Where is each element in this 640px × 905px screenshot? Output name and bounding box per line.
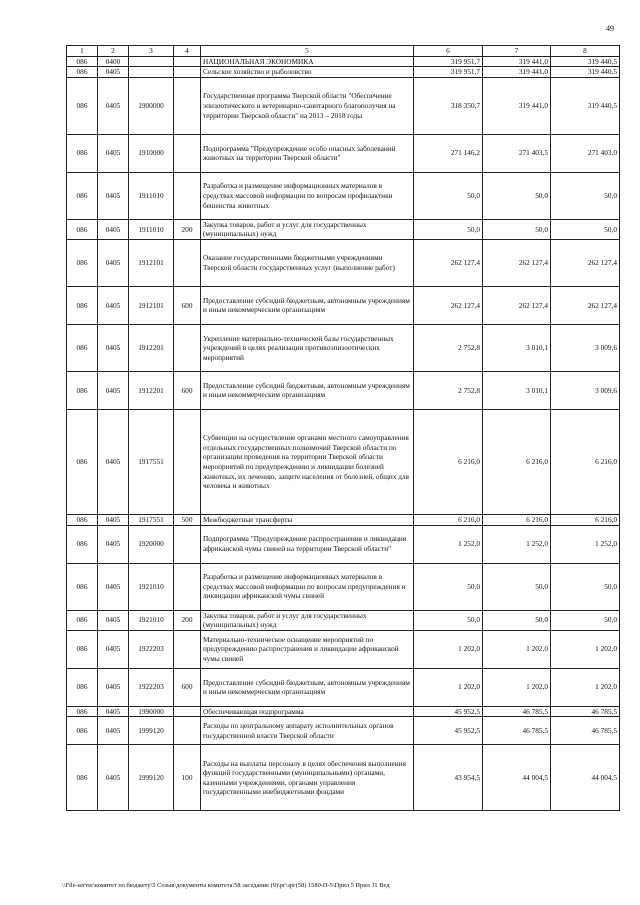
table-row (67, 371, 620, 409)
cell-amount-col7: 50,0 (483, 563, 551, 610)
cell-amount-col7: 262 127,4 (483, 239, 551, 286)
cell-amount-col6: 271 146,2 (414, 134, 483, 172)
cell-amount-col7: 44 004,5 (483, 745, 551, 811)
cell-target-item: 1922203 (129, 630, 174, 668)
cell-amount-col6: 262 127,4 (414, 286, 483, 324)
cell-amount-col8: 319 440,5 (551, 56, 620, 67)
cell-amount-col6: 50,0 (414, 219, 483, 239)
cell-description: Закупка товаров, работ и услуг для государственных (муниципальных) нужд (201, 610, 414, 630)
cell-section: 0405 (98, 219, 129, 239)
cell-section: 0405 (98, 668, 129, 706)
cell-chapter: 086 (67, 563, 98, 610)
budget-table (66, 45, 620, 811)
cell-amount-col6: 50,0 (414, 172, 483, 219)
cell-amount-col8: 50,0 (551, 610, 620, 630)
cell-target-item: 1912201 (129, 371, 174, 409)
cell-chapter: 086 (67, 706, 98, 717)
cell-chapter: 086 (67, 324, 98, 371)
cell-amount-col7: 6 216,0 (483, 514, 551, 525)
cell-expense-type (174, 324, 201, 371)
cell-section: 0405 (98, 239, 129, 286)
cell-target-item: 1917551 (129, 409, 174, 514)
cell-description: Закупка товаров, работ и услуг для государственных (муниципальных) нужд (201, 219, 414, 239)
cell-amount-col7: 319 441,0 (483, 56, 551, 67)
cell-expense-type: 100 (174, 745, 201, 811)
header-cell: 7 (483, 46, 551, 57)
cell-amount-col6: 2 752,8 (414, 324, 483, 371)
cell-amount-col8: 50,0 (551, 563, 620, 610)
cell-expense-type (174, 563, 201, 610)
cell-chapter: 086 (67, 219, 98, 239)
cell-amount-col6: 1 202,0 (414, 668, 483, 706)
cell-expense-type (174, 67, 201, 78)
header-cell: 8 (551, 46, 620, 57)
cell-amount-col6: 1 252,0 (414, 525, 483, 563)
cell-amount-col8: 3 009,6 (551, 324, 620, 371)
cell-amount-col7: 1 202,0 (483, 630, 551, 668)
cell-amount-col7: 319 441,0 (483, 67, 551, 78)
cell-target-item: 1911010 (129, 219, 174, 239)
cell-amount-col8: 319 440,5 (551, 67, 620, 78)
cell-amount-col8: 319 440,5 (551, 77, 620, 134)
cell-expense-type (174, 239, 201, 286)
cell-amount-col7: 3 010,1 (483, 324, 551, 371)
table-row (67, 239, 620, 286)
cell-expense-type: 600 (174, 286, 201, 324)
header-row (67, 46, 620, 57)
cell-chapter: 086 (67, 286, 98, 324)
cell-description: Государственная программа Тверской области "Обеспечение эпизоотического и ветеринарно-санитарного благополучия на территории Тверской области" на 2013 – 2018 годы (201, 77, 414, 134)
cell-amount-col8: 3 009,6 (551, 371, 620, 409)
table-row (67, 219, 620, 239)
cell-section: 0405 (98, 286, 129, 324)
header-cell: 2 (98, 46, 129, 57)
cell-description: Предоставление субсидий бюджетным, автономным учреждениям и иным некоммерческим организациям (201, 668, 414, 706)
cell-target-item: 1917551 (129, 514, 174, 525)
cell-expense-type (174, 77, 201, 134)
cell-amount-col6: 318 350,7 (414, 77, 483, 134)
page-number: 49 (606, 24, 614, 33)
cell-amount-col6: 1 202,0 (414, 630, 483, 668)
cell-amount-col6: 43 954,5 (414, 745, 483, 811)
cell-expense-type (174, 630, 201, 668)
table-header (67, 46, 620, 57)
table-row (67, 706, 620, 717)
cell-chapter: 086 (67, 668, 98, 706)
cell-chapter: 086 (67, 77, 98, 134)
table-row (67, 514, 620, 525)
cell-description: Оказание государственными бюджетными учреждениями Тверской области государственных услуг (выполнение работ) (201, 239, 414, 286)
cell-amount-col8: 46 785,5 (551, 706, 620, 717)
cell-description: Разработка и размещение информационных материалов в средствах массовой информации по вопросам предупреждения и ликвидации африканской чумы свиней (201, 563, 414, 610)
cell-target-item: 1911010 (129, 172, 174, 219)
cell-expense-type (174, 172, 201, 219)
table-row (67, 134, 620, 172)
cell-amount-col8: 1 252,0 (551, 525, 620, 563)
cell-amount-col8: 50,0 (551, 172, 620, 219)
cell-description: Межбюджетные трансферты (201, 514, 414, 525)
cell-amount-col7: 262 127,4 (483, 286, 551, 324)
cell-amount-col6: 319 951,7 (414, 67, 483, 78)
cell-amount-col6: 50,0 (414, 563, 483, 610)
cell-target-item: 1921010 (129, 563, 174, 610)
table-row (67, 525, 620, 563)
table-body (67, 56, 620, 811)
cell-chapter: 086 (67, 514, 98, 525)
table-row (67, 610, 620, 630)
table-row (67, 630, 620, 668)
cell-amount-col8: 271 403,0 (551, 134, 620, 172)
cell-amount-col8: 262 127,4 (551, 286, 620, 324)
cell-amount-col7: 3 010,1 (483, 371, 551, 409)
cell-description: Предоставление субсидий бюджетным, автономным учреждениям и иным некоммерческим организациям (201, 371, 414, 409)
cell-description: Предоставление субсидий бюджетным, автономным учреждениям и иным некоммерческим организациям (201, 286, 414, 324)
cell-description: Сельское хозяйство и рыболовство (201, 67, 414, 78)
cell-description: Обеспечивающая подпрограмма (201, 706, 414, 717)
cell-amount-col6: 319 951,7 (414, 56, 483, 67)
cell-section: 0405 (98, 630, 129, 668)
cell-target-item: 1910000 (129, 134, 174, 172)
table-row (67, 324, 620, 371)
cell-description: Материально-техническое оснащение мероприятий по предупреждению распространения и ликвидации африканской чумы свиней (201, 630, 414, 668)
cell-amount-col8: 6 216,0 (551, 514, 620, 525)
cell-expense-type (174, 525, 201, 563)
cell-expense-type: 500 (174, 514, 201, 525)
cell-section: 0405 (98, 514, 129, 525)
cell-amount-col7: 50,0 (483, 219, 551, 239)
table-row (67, 67, 620, 78)
cell-chapter: 086 (67, 409, 98, 514)
cell-target-item: 1912101 (129, 286, 174, 324)
cell-description: Расходы по центральному аппарату исполнительных органов государственной власти Тверской области (201, 717, 414, 745)
table-row (67, 172, 620, 219)
cell-amount-col7: 50,0 (483, 172, 551, 219)
header-cell: 6 (414, 46, 483, 57)
cell-amount-col7: 6 216,0 (483, 409, 551, 514)
footer-file-path: \\File-server\комитет по бюджету\5 Созыв\документы комитета\58 заседание (9)\рг\зрг(58) 1580-П-5\Прил 5 Прил 11 Вед (62, 882, 390, 889)
cell-amount-col7: 46 785,5 (483, 706, 551, 717)
cell-section: 0405 (98, 563, 129, 610)
cell-expense-type (174, 706, 201, 717)
cell-section: 0405 (98, 409, 129, 514)
table-row (67, 409, 620, 514)
cell-amount-col6: 2 752,8 (414, 371, 483, 409)
cell-amount-col7: 1 202,0 (483, 668, 551, 706)
cell-amount-col8: 50,0 (551, 219, 620, 239)
cell-section: 0405 (98, 172, 129, 219)
cell-amount-col8: 44 004,5 (551, 745, 620, 811)
header-cell: 4 (174, 46, 201, 57)
cell-section: 0405 (98, 67, 129, 78)
cell-description: Укрепление материально-технической базы государственных учреждений в целях реализации противоэпизоотических мероприятий (201, 324, 414, 371)
cell-section: 0405 (98, 324, 129, 371)
cell-amount-col7: 319 441,0 (483, 77, 551, 134)
cell-expense-type (174, 56, 201, 67)
cell-chapter: 086 (67, 371, 98, 409)
cell-amount-col7: 271 403,5 (483, 134, 551, 172)
cell-section: 0405 (98, 525, 129, 563)
cell-amount-col6: 45 952,5 (414, 706, 483, 717)
cell-expense-type (174, 409, 201, 514)
cell-chapter: 086 (67, 630, 98, 668)
cell-chapter: 086 (67, 172, 98, 219)
cell-expense-type: 600 (174, 668, 201, 706)
cell-expense-type: 200 (174, 610, 201, 630)
cell-chapter: 086 (67, 525, 98, 563)
cell-expense-type (174, 717, 201, 745)
cell-amount-col7: 50,0 (483, 610, 551, 630)
cell-expense-type: 200 (174, 219, 201, 239)
table-row (67, 668, 620, 706)
cell-amount-col7: 1 252,0 (483, 525, 551, 563)
cell-target-item: 1921010 (129, 610, 174, 630)
header-cell: 5 (201, 46, 414, 57)
cell-target-item: 1912101 (129, 239, 174, 286)
cell-target-item (129, 67, 174, 78)
cell-description: Подпрограмма "Предупреждение особо опасных заболеваний животных на территории Тверской области" (201, 134, 414, 172)
cell-amount-col6: 45 952,5 (414, 717, 483, 745)
cell-target-item: 1999120 (129, 745, 174, 811)
table-row (67, 286, 620, 324)
cell-amount-col6: 6 216,0 (414, 514, 483, 525)
table-row (67, 56, 620, 67)
cell-chapter: 086 (67, 717, 98, 745)
cell-description: НАЦИОНАЛЬНАЯ ЭКОНОМИКА (201, 56, 414, 67)
cell-target-item: 1999120 (129, 717, 174, 745)
table-row (67, 745, 620, 811)
cell-target-item: 1990000 (129, 706, 174, 717)
cell-target-item (129, 56, 174, 67)
cell-expense-type (174, 134, 201, 172)
cell-chapter: 086 (67, 134, 98, 172)
cell-section: 0405 (98, 134, 129, 172)
cell-amount-col7: 46 785,5 (483, 717, 551, 745)
cell-target-item: 1912201 (129, 324, 174, 371)
cell-amount-col8: 262 127,4 (551, 239, 620, 286)
cell-chapter: 086 (67, 56, 98, 67)
cell-section: 0405 (98, 610, 129, 630)
table-row (67, 563, 620, 610)
header-cell: 1 (67, 46, 98, 57)
cell-amount-col8: 46 785,5 (551, 717, 620, 745)
cell-description: Подпрограмма "Предупреждение распространения и ликвидация африканской чумы свиней на территории Тверской области" (201, 525, 414, 563)
cell-section: 0405 (98, 77, 129, 134)
cell-section: 0405 (98, 717, 129, 745)
cell-section: 0405 (98, 706, 129, 717)
cell-amount-col8: 6 216,0 (551, 409, 620, 514)
cell-chapter: 086 (67, 745, 98, 811)
cell-section: 0400 (98, 56, 129, 67)
cell-description: Разработка и размещение информационных материалов в средствах массовой информации по вопросам профилактики бешенства животных (201, 172, 414, 219)
cell-target-item: 1922203 (129, 668, 174, 706)
cell-amount-col6: 50,0 (414, 610, 483, 630)
cell-target-item: 1900000 (129, 77, 174, 134)
cell-description: Расходы на выплаты персоналу в целях обеспечения выполнения функций государственными (муниципальными) органами, казенными учреждениями, органами управления государственными внебюджетными фондами (201, 745, 414, 811)
table-row (67, 717, 620, 745)
cell-chapter: 086 (67, 67, 98, 78)
cell-chapter: 086 (67, 610, 98, 630)
table-row (67, 77, 620, 134)
cell-amount-col8: 1 202,0 (551, 630, 620, 668)
cell-amount-col8: 1 202,0 (551, 668, 620, 706)
cell-section: 0405 (98, 745, 129, 811)
cell-target-item: 1920000 (129, 525, 174, 563)
header-cell: 3 (129, 46, 174, 57)
cell-description: Субвенции на осуществление органами местного самоуправления отдельных государственных полномочий Тверской области по организации проведения на территории Тверской области мероприятий по предупреждению и ликвидации болезней животных, их лечению, защите населения от болезней, общих для человека и животных (201, 409, 414, 514)
cell-amount-col6: 262 127,4 (414, 239, 483, 286)
cell-chapter: 086 (67, 239, 98, 286)
cell-expense-type: 600 (174, 371, 201, 409)
cell-section: 0405 (98, 371, 129, 409)
cell-amount-col6: 6 216,0 (414, 409, 483, 514)
